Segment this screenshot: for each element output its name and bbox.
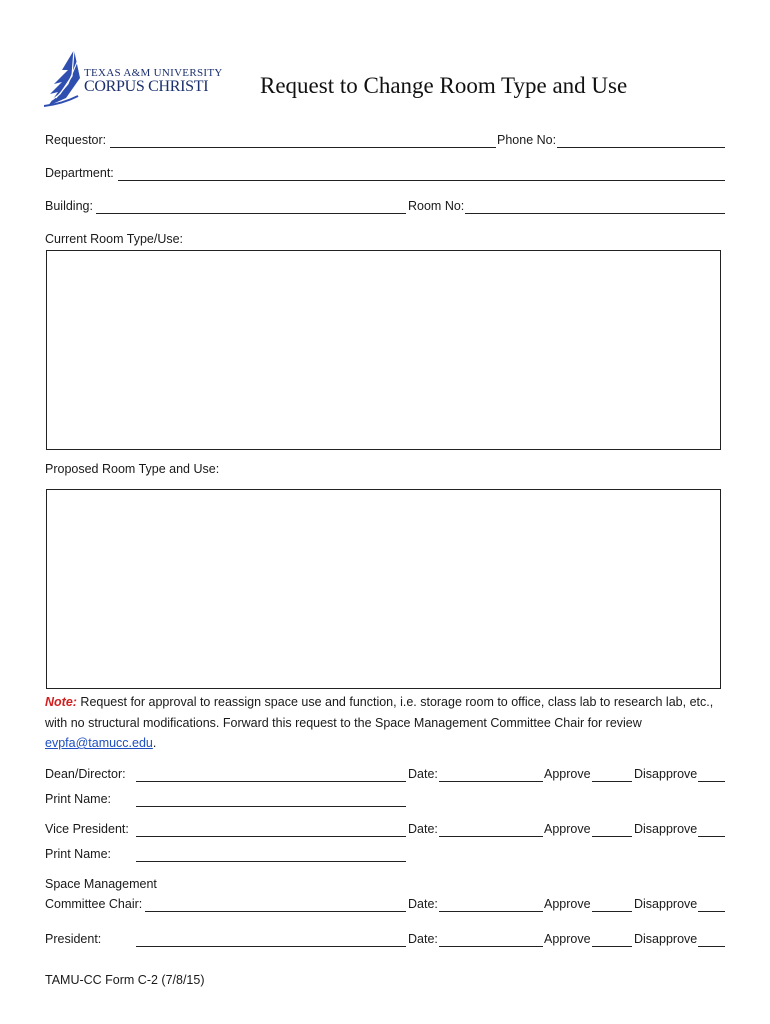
dean-date-label: Date: xyxy=(408,767,438,781)
vp-date-field[interactable] xyxy=(439,836,543,837)
chair-approve-field[interactable] xyxy=(592,911,632,912)
proposed-room-label: Proposed Room Type and Use: xyxy=(45,462,220,476)
vp-approve-label: Approve xyxy=(544,822,591,836)
form-footer: TAMU-CC Form C-2 (7/8/15) xyxy=(45,973,205,987)
bird-wing-icon xyxy=(44,48,84,110)
logo-line-1: TEXAS A&M UNIVERSITY xyxy=(84,67,223,79)
note-end: . xyxy=(152,736,157,750)
dean-signature-field[interactable] xyxy=(136,781,406,782)
requestor-label: Requestor: xyxy=(45,133,107,147)
president-approve-label: Approve xyxy=(544,932,591,946)
building-field[interactable] xyxy=(96,213,406,214)
department-field[interactable] xyxy=(118,180,725,181)
current-room-textbox[interactable] xyxy=(46,250,721,450)
note-label: Note: xyxy=(45,695,77,709)
vp-label: Vice President: xyxy=(45,822,129,836)
vp-disapprove-field[interactable] xyxy=(698,836,725,837)
vp-date-label: Date: xyxy=(408,822,438,836)
dean-approve-label: Approve xyxy=(544,767,591,781)
president-approve-field[interactable] xyxy=(592,946,632,947)
form-title: Request to Change Room Type and Use xyxy=(260,73,628,98)
proposed-room-textbox[interactable] xyxy=(46,489,721,689)
chair-disapprove-label: Disapprove xyxy=(634,897,698,911)
vp-disapprove-label: Disapprove xyxy=(634,822,698,836)
note-paragraph xyxy=(45,692,735,754)
dean-disapprove-field[interactable] xyxy=(698,781,725,782)
building-label: Building: xyxy=(45,199,93,213)
president-date-label: Date: xyxy=(408,932,438,946)
logo-line-2: CORPUS CHRISTI xyxy=(84,78,209,95)
dean-label: Dean/Director: xyxy=(45,767,126,781)
dean-approve-field[interactable] xyxy=(592,781,632,782)
vp-approve-field[interactable] xyxy=(592,836,632,837)
dean-print-name-field[interactable] xyxy=(136,806,406,807)
phone-field[interactable] xyxy=(557,147,725,148)
email-link[interactable]: evpfa@tamucc.edu xyxy=(45,736,153,750)
university-logo xyxy=(44,48,224,110)
chair-disapprove-field[interactable] xyxy=(698,911,725,912)
vp-signature-field[interactable] xyxy=(136,836,406,837)
president-disapprove-field[interactable] xyxy=(698,946,725,947)
space-mgmt-label: Space Management xyxy=(45,877,157,891)
room-label: Room No: xyxy=(408,199,465,213)
chair-signature-field[interactable] xyxy=(145,911,406,912)
vp-print-name-label: Print Name: xyxy=(45,847,111,861)
committee-chair-label: Committee Chair: xyxy=(45,897,143,911)
dean-disapprove-label: Disapprove xyxy=(634,767,698,781)
president-label: President: xyxy=(45,932,102,946)
chair-date-label: Date: xyxy=(408,897,438,911)
dean-date-field[interactable] xyxy=(439,781,543,782)
vp-print-name-field[interactable] xyxy=(136,861,406,862)
president-signature-field[interactable] xyxy=(136,946,406,947)
chair-approve-label: Approve xyxy=(544,897,591,911)
phone-label: Phone No: xyxy=(497,133,557,147)
current-room-label: Current Room Type/Use: xyxy=(45,232,184,246)
note-text: Request for approval to reassign space use and function, i.e. storage room to office, class lab to research lab, etc., with no structural modifications. Forward this request to the Space Management Committee Chair for review xyxy=(45,695,714,730)
dean-print-name-label: Print Name: xyxy=(45,792,111,806)
department-label: Department: xyxy=(45,166,114,180)
president-disapprove-label: Disapprove xyxy=(634,932,698,946)
president-date-field[interactable] xyxy=(439,946,543,947)
room-field[interactable] xyxy=(465,213,725,214)
chair-date-field[interactable] xyxy=(439,911,543,912)
requestor-field[interactable] xyxy=(110,147,496,148)
